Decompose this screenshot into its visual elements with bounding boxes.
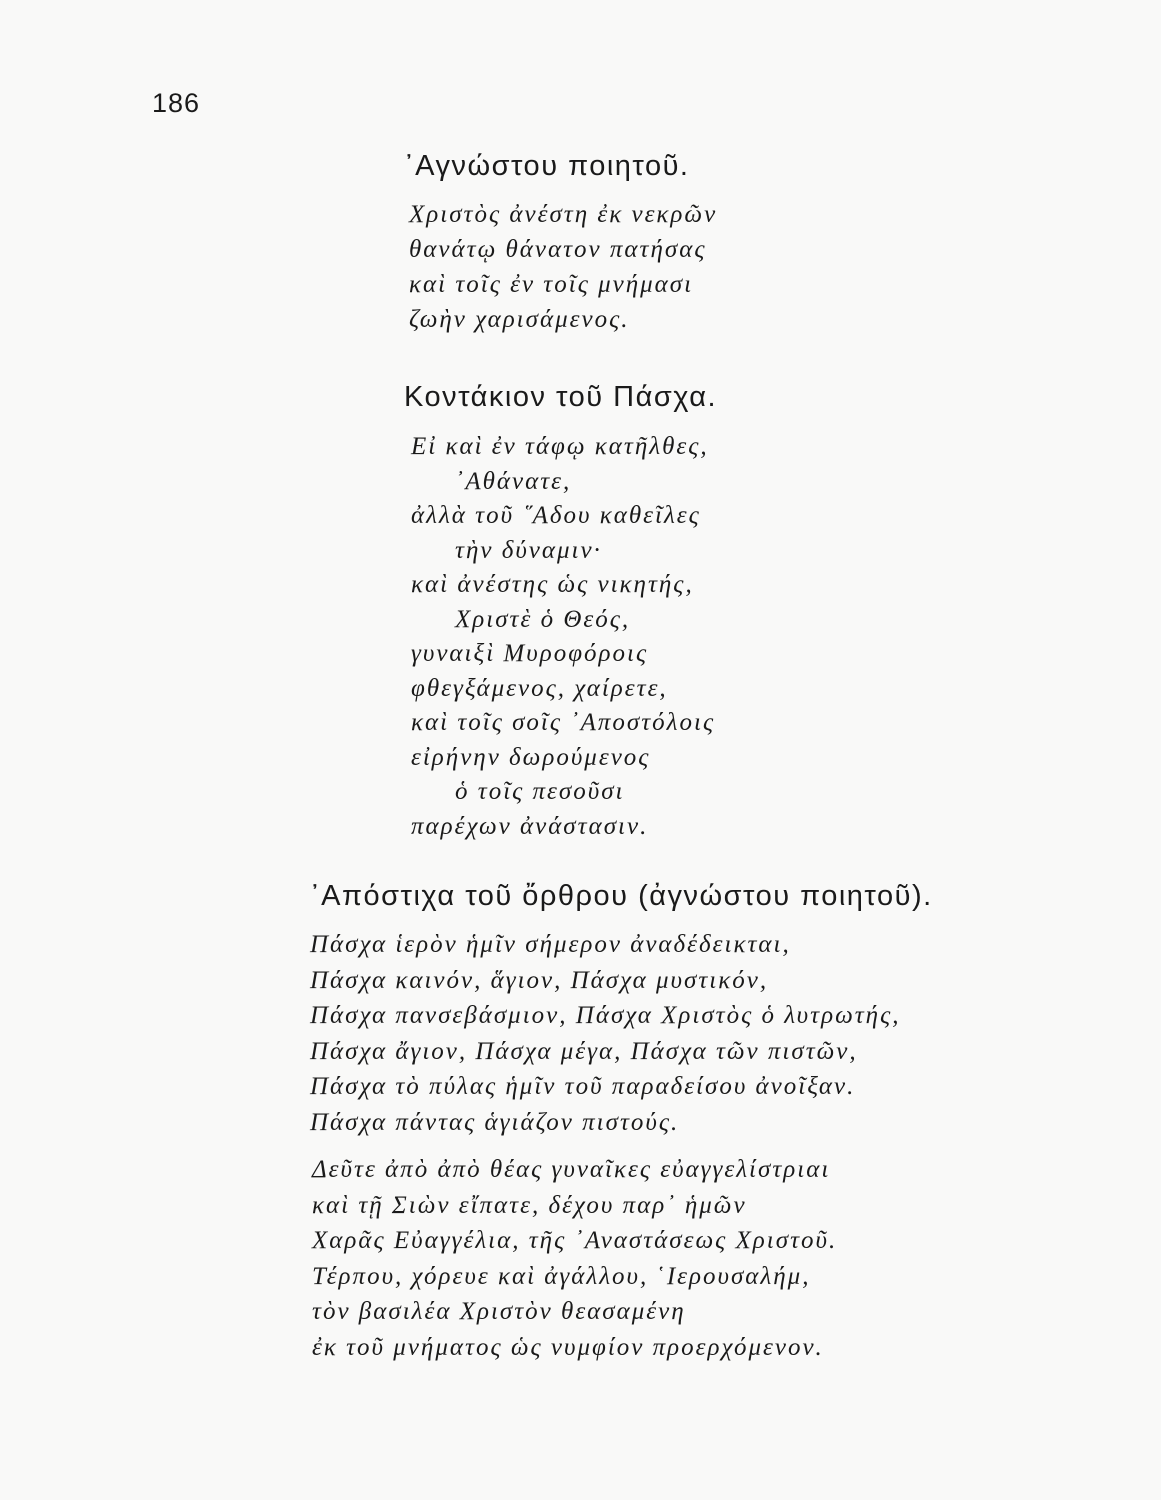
verse-line: Τέρπου, χόρευε καὶ ἀγάλλου, ῾Ιερουσαλήμ, (312, 1262, 811, 1290)
page-number: 186 (152, 88, 201, 118)
section-heading-unknown-poet: ᾿Αγνώστου ποιητοῦ. (404, 150, 690, 182)
verse-line: Χαρᾶς Εὐαγγέλια, τῆς ᾿Αναστάσεως Χριστοῦ. (312, 1227, 838, 1254)
verse-line: καὶ τῇ Σιὼν εἴπατε, δέχου παρ᾿ ἡμῶν (312, 1191, 747, 1219)
verse-line: τὴν δύναμιν· (455, 536, 602, 564)
verse-line: Πάσχα τὸ πύλας ἡμῖν τοῦ παραδείσου ἀνοῖξαν. (310, 1073, 856, 1100)
verse-line: φθεγξάμενος, χαίρετε, (411, 674, 668, 702)
section-heading-aposticha: ᾿Απόστιχα τοῦ ὄρθρου (ἀγνώστου ποιητοῦ). (310, 880, 933, 912)
verse-line: Πάσχα καινόν, ἅγιον, Πάσχα μυστικόν, (310, 966, 769, 994)
verse-line: παρέχων ἀνάστασιν. (411, 812, 649, 840)
verse-line: καὶ ἀνέστης ὡς νικητής, (411, 571, 694, 598)
verse-line: καὶ τοῖς σοῖς ᾿Αποστόλοις (411, 709, 716, 736)
verse-deute (312, 1152, 837, 1365)
verse-line: Χριστὲ ὁ Θεός, (455, 605, 631, 633)
verse-line: Δεῦτε ἀπὸ ἀπὸ θέας γυναῖκες εὐαγγελίστριαι (312, 1156, 831, 1183)
section-heading-kontakion: Κοντάκιον τοῦ Πάσχα. (404, 381, 718, 413)
verse-line: θανάτῳ θάνατον πατήσας (409, 236, 707, 263)
verse-kontakion (411, 430, 715, 844)
verse-line: ὁ τοῖς πεσοῦσι (455, 778, 625, 805)
verse-line: Πάσχα πάντας ἁγιάζον πιστούς. (310, 1108, 680, 1136)
verse-line: ἐκ τοῦ μνήματος ὡς νυμφίον προερχόμενον. (312, 1333, 824, 1361)
verse-christos-anesti (409, 197, 717, 337)
verse-line: Πάσχα πανσεβάσμιον, Πάσχα Χριστὸς ὁ λυτρωτής, (310, 1002, 901, 1029)
verse-line: ᾿Αθάνατε, (455, 467, 572, 495)
verse-line: Πάσχα ἄγιον, Πάσχα μέγα, Πάσχα τῶν πιστῶν, (310, 1037, 858, 1065)
verse-line: Εἰ καὶ ἐν τάφῳ κατῆλθες, (411, 433, 709, 460)
verse-line: Χριστὸς ἀνέστη ἐκ νεκρῶν (409, 201, 718, 228)
verse-line: τὸν βασιλέα Χριστὸν θεασαμένη (312, 1298, 686, 1325)
verse-line: Πάσχα ἱερὸν ἡμῖν σήμερον ἀναδέδεικται, (310, 931, 791, 958)
verse-line: ἀλλὰ τοῦ ῞Αδου καθεῖλες (411, 502, 701, 529)
verse-line: γυναιξὶ Μυροφόροις (411, 640, 649, 667)
verse-line: εἰρήνην δωρούμενος (411, 743, 651, 771)
verse-line: ζωὴν χαρισάμενος. (409, 306, 630, 333)
verse-pascha (310, 927, 900, 1140)
verse-line: καὶ τοῖς ἐν τοῖς μνήμασι (409, 271, 694, 298)
